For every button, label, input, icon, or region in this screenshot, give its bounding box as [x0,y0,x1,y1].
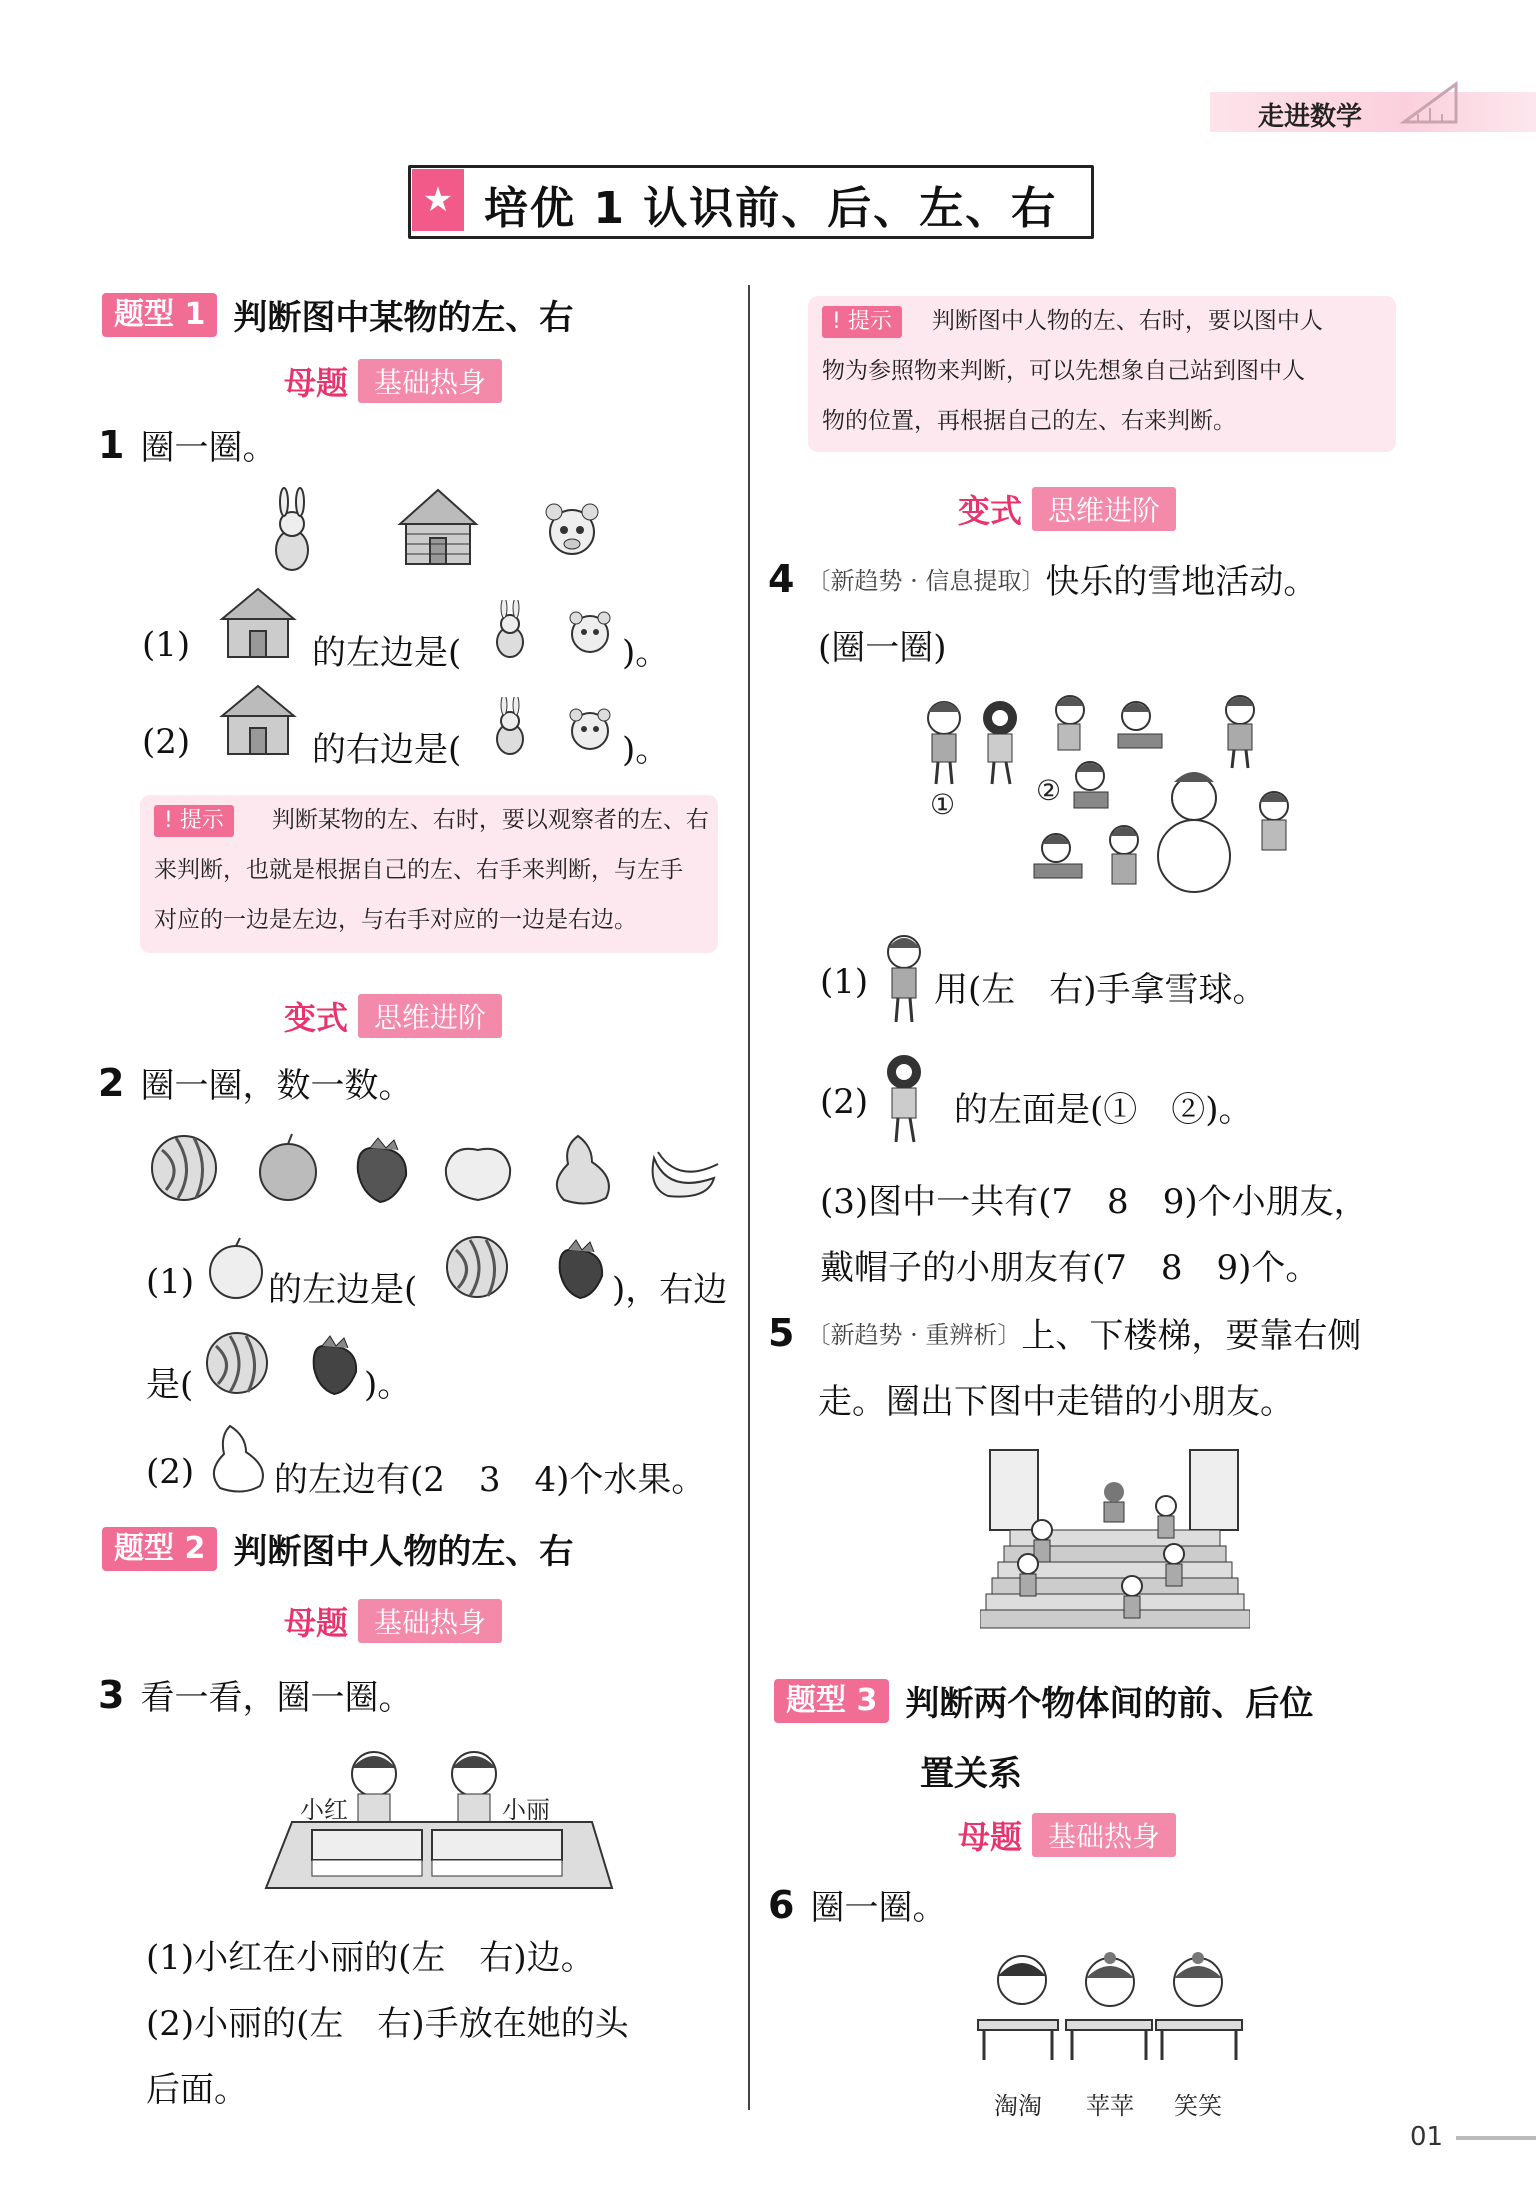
strawberry-icon[interactable] [552,1236,612,1300]
q4-part-3: (3)图中一共有(7 8 9)个小朋友， [820,1182,1368,1222]
section-2-header [102,1524,573,1573]
watermelon-icon [152,1136,216,1200]
star-icon: ★ [412,169,464,231]
rabbit-icon[interactable] [480,697,540,757]
label-xiaoli: 小丽 [502,1796,550,1824]
hint-line-1: 判断某物的左、右时，要以观察者的左、右 [271,807,709,833]
variant-badge [284,993,502,1039]
apple-icon [260,1134,316,1200]
house-icon [214,585,304,663]
girl-xiaoli-figure [452,1752,496,1824]
section-3-header [774,1676,1313,1725]
q4-part-1-text: 用(左 右)手拿雪球。 [934,970,1267,1010]
hint-tag: ! 提示 [154,805,234,837]
question-number: 4 [768,556,795,601]
name-taotao[interactable]: 淘淘 [994,2092,1042,2120]
book-title: 走进数学 [1258,102,1363,132]
sheep-icon[interactable] [560,699,620,759]
section-title: 判断两个物体间的前、后位 [905,1684,1314,1724]
mother-badge [958,1812,1176,1858]
q4-part-3-cont: 戴帽子的小朋友有(7 8 9)个。 [820,1248,1320,1288]
snow-activity-picture [918,688,1308,908]
q1-part-2-label: (2) [142,722,191,762]
section-title-cont: 置关系 [920,1754,1022,1794]
q4-part-2-label: (2) [820,1082,869,1122]
question-1 [98,420,276,469]
badge-label: 母题 [284,364,349,402]
strawberry-icon [358,1138,406,1202]
child-figure [1056,696,1084,750]
child-figure [1110,826,1138,884]
hint-line-3: 物的位置，再根据自己的左、右来判断。 [822,408,1236,434]
child-figure [1156,1496,1176,1538]
section-1-header [102,290,573,339]
name-pingping[interactable]: 苹苹 [1086,2092,1134,2120]
question-source: 〔新趋势 · 重辨析〕 [806,1321,1022,1349]
house-icon [214,682,304,760]
page-title: 培优 1 认识前、后、左、右 [484,183,1058,234]
question-5 [768,1308,1361,1357]
question-number: 3 [98,1672,125,1717]
badge-label: 母题 [284,1604,349,1642]
three-children-desks-picture [970,1950,1250,2086]
snowman-figure [1158,772,1230,892]
question-text: 圈一圈。 [140,428,277,468]
rabbit-icon [276,488,308,570]
section-tag: 题型 1 [102,293,217,337]
pear-icon [208,1422,274,1494]
question-number: 1 [98,422,125,467]
ruler-icon [1398,78,1462,128]
name-xiaoxiao[interactable]: 笑笑 [1174,2092,1222,2120]
hint-line-3: 对应的一边是左边，与右手对应的一边是右边。 [154,907,637,933]
hint-line-2: 来判断，也就是根据自己的左、右手来判断，与左手 [154,857,683,883]
hint-line-2: 物为参照物来判断，可以先想象自己站到图中人 [822,358,1305,384]
fruit-row [148,1128,728,1208]
peach-icon [446,1149,510,1200]
q4-part-2-text: 的左面是(① ②)。 [954,1090,1253,1130]
badge-sub: 思维进阶 [358,994,502,1038]
mark-2: ② [1036,774,1062,807]
child-figure [1018,1554,1038,1596]
hint-box-2 [808,296,1396,452]
badge-label: 变式 [958,492,1023,530]
q4-part-1-label: (1) [820,962,869,1002]
section-tag: 题型 2 [102,1527,217,1571]
pear-icon [557,1136,609,1204]
child-xiaoxiao-figure [1156,1952,1242,2060]
q4-instruction: (圈一圈) [818,628,947,668]
page-number: 01 [1410,2122,1444,2152]
question-text: 看一看，圈一圈。 [140,1678,413,1718]
badge-label: 变式 [284,999,349,1037]
child-figure [878,928,930,1028]
mother-badge [284,358,502,404]
question-4 [768,554,1317,603]
question-number: 6 [768,1882,795,1927]
q1-part-2-end: )。 [622,730,670,770]
badge-label: 母题 [958,1818,1023,1856]
mother-badge [284,1598,502,1644]
question-text: 圈一圈，数一数。 [140,1066,413,1106]
child-figure [1260,792,1288,850]
q3-part-2: (2)小丽的(左 右)手放在她的头 [146,2004,629,2044]
question-6 [768,1880,946,1929]
child-figure [1164,1544,1184,1586]
child-on-sled-figure [1034,834,1082,878]
q1-part-1-label: (1) [142,625,191,665]
q1-part-1-text: 的左边是( [312,633,462,673]
hint-line-1: 判断图中人物的左、右时，要以图中人 [931,308,1323,334]
badge-sub: 基础热身 [358,1599,502,1643]
strawberry-icon[interactable] [306,1332,366,1396]
apple-icon [206,1236,268,1300]
badge-sub: 思维进阶 [1032,487,1176,531]
sheep-icon [546,504,598,554]
child-figure [928,702,960,784]
q1-picture-row [260,482,640,582]
variant-badge [958,486,1176,532]
column-divider [748,285,750,2110]
child-on-sled-figure [1118,702,1162,748]
q2-part-2-label: (2) [146,1452,195,1492]
label-xiaohong: 小红 [300,1796,348,1824]
question-text: 圈一圈。 [810,1888,947,1928]
girl-xiaohong-figure [352,1752,396,1824]
question-number: 5 [768,1310,795,1355]
hint-box-1 [140,795,718,953]
stairs-picture [980,1446,1250,1642]
q2-part-1-text: 的左边是( [268,1270,418,1310]
flower-pot-icon [1104,1482,1124,1522]
question-2 [98,1058,412,1107]
badge-sub: 基础热身 [358,359,502,403]
child-figure [984,702,1016,784]
section-tag: 题型 3 [774,1679,889,1723]
child-figure [1122,1576,1142,1618]
sheep-icon[interactable] [560,602,620,662]
mark-1: ① [930,788,956,821]
section-title: 判断图中某物的左、右 [233,298,574,338]
house-icon [400,490,476,564]
child-figure [1226,696,1254,768]
banana-icon [653,1152,718,1197]
q2-part-2-text: 的左边有(2 3 4)个水果。 [274,1460,706,1500]
question-number: 2 [98,1060,125,1105]
q2-part-1-label: (1) [146,1262,195,1302]
section-title: 判断图中人物的左、右 [233,1532,574,1572]
child-pingping-figure [1066,1952,1152,2060]
q3-part-1: (1)小红在小丽的(左 右)边。 [146,1938,595,1978]
question-3 [98,1670,412,1719]
question-text: 上、下楼梯，要靠右侧 [1021,1316,1362,1356]
child-figure [878,1048,930,1148]
badge-sub: 基础热身 [1032,1813,1176,1857]
q2-part-1-right: )，右边 [612,1270,728,1310]
q1-part-1-end: )。 [622,633,670,673]
page-number-rule [1456,2136,1536,2140]
child-taotao-figure [978,1956,1058,2060]
question-source: 〔新趋势 · 信息提取〕 [806,567,1046,595]
q2-part-1-cont: 是( [146,1365,194,1405]
q1-part-2-text: 的右边是( [312,730,462,770]
question-text: 快乐的雪地活动。 [1045,562,1318,602]
watermelon-icon[interactable] [442,1232,512,1302]
watermelon-icon[interactable] [202,1328,272,1398]
child-figure [1074,762,1108,808]
q2-part-1-end: )。 [364,1365,412,1405]
rabbit-icon[interactable] [480,600,540,660]
hint-tag: ! 提示 [822,306,902,338]
q5-text-cont: 走。圈出下图中走错的小朋友。 [818,1382,1294,1422]
q3-part-2-cont: 后面。 [146,2070,248,2110]
